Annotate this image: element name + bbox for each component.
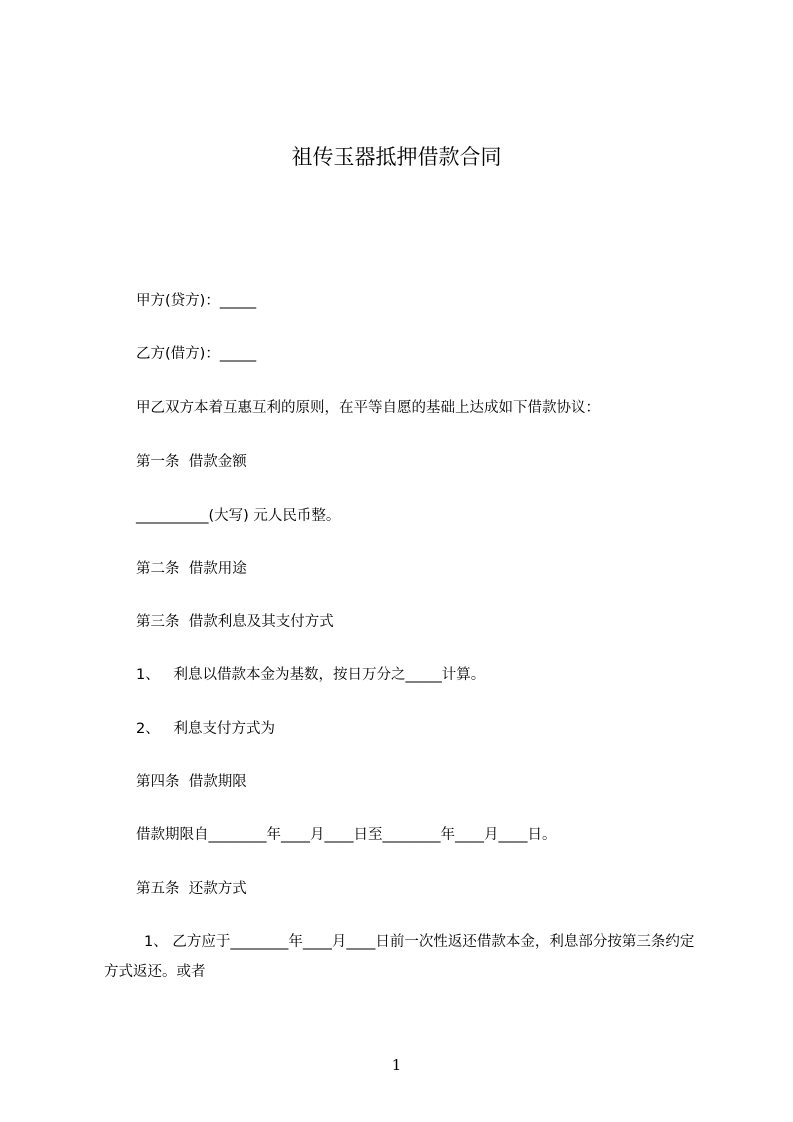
- agreement-intro: 甲乙双方本着互惠互利的原则，在平等自愿的基础上达成如下借款协议：: [136, 400, 600, 416]
- party-a-line: 甲方(贷方)：_____: [136, 293, 257, 309]
- loan-amount-line: __________(大写) 元人民币整。: [136, 508, 341, 524]
- article-3-heading: 第三条 借款利息及其支付方式: [136, 614, 334, 630]
- interest-rate-line: 1、 利息以借款本金为基数，按日万分之_____计算。: [136, 667, 486, 683]
- article-4-heading: 第四条 借款期限: [136, 774, 247, 790]
- article-5-heading: 第五条 还款方式: [136, 881, 247, 897]
- article-2-heading: 第二条 借款用途: [136, 561, 247, 577]
- loan-term-line: 借款期限自________年____月____日至________年____月____日。: [136, 827, 557, 843]
- interest-payment-line: 2、 利息支付方式为: [136, 721, 276, 737]
- repayment-paragraph: 1、 乙方应于________年____月____日前一次性返还借款本金，利息部分按第三条约定方式返还。或者: [104, 934, 695, 980]
- party-b-line: 乙方(借方)：_____: [136, 346, 257, 362]
- document-title: 祖传玉器抵押借款合同: [291, 145, 502, 169]
- article-1-heading: 第一条 借款金额: [136, 454, 247, 470]
- page-number: 1: [391, 1056, 402, 1074]
